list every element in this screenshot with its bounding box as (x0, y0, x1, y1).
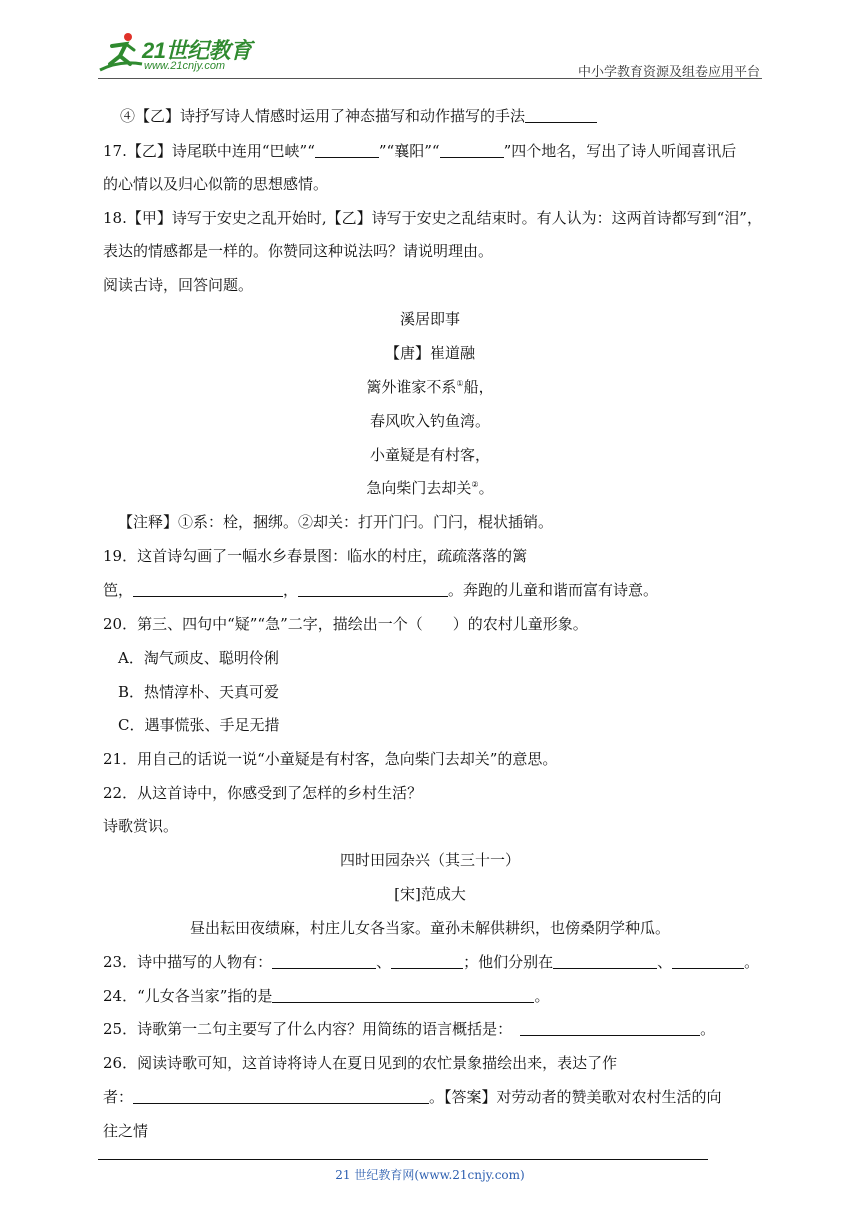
answer-blank (672, 954, 744, 969)
answer-blank (525, 108, 597, 123)
answer-blank (315, 143, 379, 158)
answer-blank (440, 143, 504, 158)
page-footer: 21 世纪教育网(www.21cnjy.com) (335, 1168, 525, 1182)
answer-blank (133, 1089, 429, 1104)
poem1-notes: 【注释】①系：栓，捆绑。②却关：打开门闩。门闩，棍状插销。 (118, 513, 554, 531)
q18-text-b: 表达的情感都是一样的。你赞同这种说法吗？请说明理由。 (103, 242, 494, 260)
q20-option-a: A．淘气顽皮、聪明伶俐 (118, 649, 279, 667)
poem2-text: 昼出耘田夜绩麻，村庄儿女各当家。童孙未解供耕织，也傍桑阴学种瓜。 (189, 919, 670, 937)
q24-text-b: 。 (534, 987, 550, 1005)
answer-blank (272, 988, 534, 1003)
poem1-line-1-text: 篱外谁家不系 (366, 378, 457, 396)
q25-text-a: 25．诗歌第一二句主要写了什么内容？用简练的语言概括是： (103, 1020, 513, 1038)
q21-text: 21．用自己的话说一说“小童疑是有村客，急向柴门去却关”的意思。 (103, 750, 558, 768)
poem1-line-4-text: 急向柴门去却关 (366, 479, 472, 497)
question-26-answer (103, 1086, 722, 1107)
q23-text-d: 、 (657, 953, 673, 971)
q20-option-b: B．热情淳朴、天真可爱 (118, 683, 280, 701)
logo (98, 28, 258, 76)
footer-divider (98, 1159, 708, 1160)
q26-text-a: 26．阅读诗歌可知，这首诗将诗人在夏日见到的农忙景象描绘出来，表达了作 (103, 1054, 618, 1072)
poem1-line-1 (0, 376, 860, 397)
question-17 (103, 140, 736, 161)
poem1-title: 溪居即事 (399, 310, 460, 328)
q23-text-a: 23．诗中描写的人物有： (103, 953, 273, 971)
q24-text-a: 24．“儿女各当家”指的是 (103, 987, 273, 1005)
poem1-line-4 (0, 477, 860, 498)
q23-text-b: 、 (376, 953, 392, 971)
platform-name: 中小学教育资源及组卷应用平台 (577, 65, 760, 80)
reading-instruction-2: 诗歌赏识。 (103, 817, 179, 835)
q17-text-b: ”“襄阳”“ (378, 142, 440, 160)
question-19-blanks (103, 579, 658, 600)
q25-text-b: 。 (700, 1020, 716, 1038)
answer-blank (553, 954, 657, 969)
q26-text-c: 。【答案】对劳动者的赞美歌对农村生活的向 (429, 1088, 722, 1106)
note-marker: ① (456, 379, 464, 388)
question-23 (103, 951, 759, 972)
header-divider (98, 78, 762, 79)
answer-blank (391, 954, 463, 969)
q26-text-d: 往之情 (103, 1122, 149, 1140)
logo-text: 21世纪教育 (142, 38, 252, 63)
q19-text-d: 。奔跑的儿童和谐而富有诗意。 (448, 581, 659, 599)
poem1-line-3: 小童疑是有村客， (369, 446, 490, 464)
poem2-author: [宋]范成大 (394, 885, 466, 903)
q23-text-c: ；他们分别在 (463, 953, 554, 971)
q18-text-a: 18.【甲】诗写于安史之乱开始时,【乙】诗写于安史之乱结束时。有人认为：这两首诗都写到“泪”， (103, 209, 762, 227)
poem1-line-4-end: 。 (478, 479, 494, 497)
q17-text-c: ”四个地名，写出了诗人听闻喜讯后 (503, 142, 737, 160)
poem1-line-2: 春风吹入钓鱼湾。 (369, 412, 490, 430)
poem2-title: 四时田园杂兴（其三十一） (339, 851, 520, 869)
runner-logo-icon (98, 30, 144, 76)
page-header (98, 28, 760, 80)
answer-blank (520, 1021, 700, 1036)
q19-text-a: 19．这首诗勾画了一幅水乡春景图：临水的村庄，疏疏落落的篱 (103, 547, 528, 565)
note-marker: ② (471, 480, 479, 489)
answer-blank (298, 582, 448, 597)
q26-text-b: 者： (103, 1088, 134, 1106)
q22-text: 22．从这首诗中，你感受到了怎样的乡村生活？ (103, 784, 423, 802)
q23-text-e: 。 (744, 953, 760, 971)
answer-blank (272, 954, 376, 969)
item-4-statement (120, 105, 597, 126)
poem1-author: 【唐】崔道融 (384, 344, 475, 362)
poem1-line-1-end: 船， (463, 378, 494, 396)
reading-instruction-1: 阅读古诗，回答问题。 (103, 276, 254, 294)
statement-text: ④【乙】诗抒写诗人情感时运用了神态描写和动作描写的手法 (120, 107, 526, 125)
question-24 (103, 985, 549, 1006)
q19-text-c: ， (283, 581, 299, 599)
q20-option-c: C．遇事慌张、手足无措 (118, 716, 280, 734)
logo-url: www.21cnjy.com (144, 60, 226, 72)
q19-text-b: 笆， (103, 581, 134, 599)
answer-blank (133, 582, 283, 597)
q20-text: 20．第三、四句中“疑”“急”二字，描绘出一个（ ）的农村儿童形象。 (103, 615, 588, 633)
q17-text-d: 的心情以及归心似箭的思想感情。 (103, 175, 329, 193)
q17-text-a: 17.【乙】诗尾联中连用“巴峡”“ (103, 142, 315, 160)
question-25 (103, 1018, 715, 1039)
